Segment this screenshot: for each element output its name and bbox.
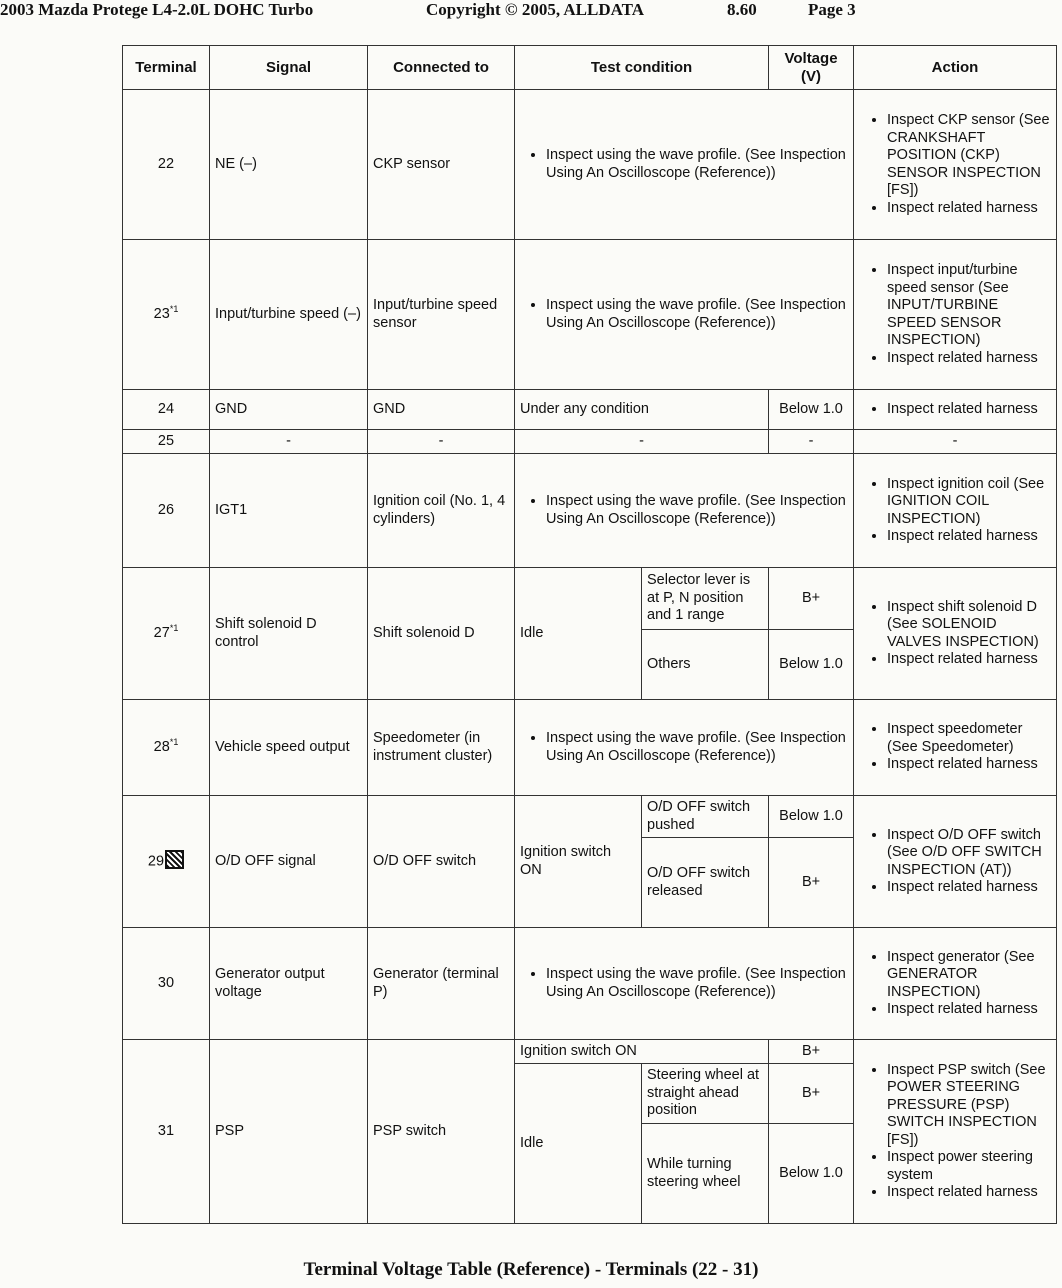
table-row xyxy=(123,454,1057,568)
connected-cell: Generator (terminal P) xyxy=(368,928,515,1040)
table-row xyxy=(123,928,1057,1040)
wave-note: • Inspect using the wave profile. (See Inspection Using An Oscilloscope (Reference)) xyxy=(546,147,848,182)
voltage-cell: - xyxy=(769,430,854,454)
action-item: • Inspect PSP switch (See POWER STEERING PRESSURE (PSP) SWITCH INSPECTION [FS]) xyxy=(887,1062,1051,1150)
terminal-number: 28 xyxy=(153,738,170,755)
action-item: • Inspect related harness xyxy=(887,879,1051,897)
action-item: • Inspect O/D OFF switch (See O/D OFF SWITCH INSPECTION (AT)) xyxy=(887,827,1051,880)
test-condition-cell: Ignition switch ON xyxy=(515,1040,769,1064)
action-item: • Inspect related harness xyxy=(887,528,1051,546)
version: 8.60 xyxy=(727,0,757,19)
action-cell: - xyxy=(854,430,1057,454)
signal-cell: Shift solenoid D control xyxy=(210,568,368,700)
copyright: Copyright © 2005, ALLDATA xyxy=(426,0,644,19)
terminal-cell xyxy=(123,796,210,928)
action-item: • Inspect generator (See GENERATOR INSPECTION) xyxy=(887,949,1051,1002)
connected-cell: O/D OFF switch xyxy=(368,796,515,928)
signal-cell: Generator output voltage xyxy=(210,928,368,1040)
terminal-note: *1 xyxy=(169,736,179,747)
table-row xyxy=(123,430,1057,454)
voltage-cell: Below 1.0 xyxy=(769,630,854,700)
connected-cell: Input/turbine speed sensor xyxy=(368,240,515,390)
signal-cell: GND xyxy=(210,390,368,430)
table-row xyxy=(123,700,1057,796)
test-condition-cell: Under any condition xyxy=(515,390,769,430)
action-cell xyxy=(854,240,1057,390)
terminal-cell xyxy=(123,700,210,796)
sub-condition-cell: Others xyxy=(642,630,769,700)
terminal-cell xyxy=(123,568,210,700)
wave-note: • Inspect using the wave profile. (See Inspection Using An Oscilloscope (Reference)) xyxy=(546,493,848,528)
table-caption: Terminal Voltage Table (Reference) - Terminals (22 - 31) xyxy=(303,1259,759,1280)
test-condition-cell xyxy=(515,700,854,796)
action-item: • Inspect related harness xyxy=(887,756,1051,774)
connected-cell: Ignition coil (No. 1, 4 cylinders) xyxy=(368,454,515,568)
connected-cell: Speedometer (in instrument cluster) xyxy=(368,700,515,796)
test-condition-cell xyxy=(515,928,854,1040)
voltage-cell: Below 1.0 xyxy=(769,796,854,838)
terminal-cell: 24 xyxy=(123,390,210,430)
page-number: Page 3 xyxy=(808,0,856,19)
connected-cell: - xyxy=(368,430,515,454)
terminal-cell: 22 xyxy=(123,90,210,240)
voltage-cell: Below 1.0 xyxy=(769,390,854,430)
action-item: • Inspect related harness xyxy=(887,1184,1051,1202)
terminal-cell: 30 xyxy=(123,928,210,1040)
test-condition-cell xyxy=(515,90,854,240)
terminal-cell: 31 xyxy=(123,1040,210,1224)
terminal-number: 23 xyxy=(153,305,170,322)
action-item: • Inspect power steering system xyxy=(887,1149,1051,1184)
page-header xyxy=(0,0,1062,22)
voltage-cell: B+ xyxy=(769,568,854,630)
terminal-number: 27 xyxy=(153,624,170,641)
action-cell xyxy=(854,796,1057,928)
action-item: • Inspect related harness xyxy=(887,1001,1051,1019)
terminal-number: 29 xyxy=(147,853,165,870)
terminal-voltage-table xyxy=(122,45,1057,1224)
sub-condition-cell: Selector lever is at P, N position and 1 range xyxy=(642,568,769,630)
voltage-cell: B+ xyxy=(769,1040,854,1064)
connected-cell: Shift solenoid D xyxy=(368,568,515,700)
col-terminal: Terminal xyxy=(123,46,210,90)
action-item: • Inspect related harness xyxy=(887,401,1051,419)
voltage-cell: Below 1.0 xyxy=(769,1124,854,1224)
action-item: • Inspect ignition coil (See IGNITION COIL INSPECTION) xyxy=(887,476,1051,529)
col-voltage: Voltage (V) xyxy=(769,46,854,90)
sub-condition-cell: O/D OFF switch pushed xyxy=(642,796,769,838)
test-condition-cell xyxy=(515,240,854,390)
signal-cell: PSP xyxy=(210,1040,368,1224)
terminal-cell: 26 xyxy=(123,454,210,568)
connected-cell: CKP sensor xyxy=(368,90,515,240)
action-cell xyxy=(854,1040,1057,1224)
action-cell xyxy=(854,700,1057,796)
scan-artifact-icon xyxy=(165,850,184,869)
wave-note: • Inspect using the wave profile. (See Inspection Using An Oscilloscope (Reference)) xyxy=(546,730,848,765)
action-item: • Inspect input/turbine speed sensor (See INPUT/TURBINE SPEED SENSOR INSPECTION) xyxy=(887,262,1051,350)
header-row xyxy=(123,46,1057,90)
sub-condition-cell: While turning steering wheel xyxy=(642,1124,769,1224)
action-cell xyxy=(854,454,1057,568)
signal-cell: Input/turbine speed (–) xyxy=(210,240,368,390)
connected-cell: GND xyxy=(368,390,515,430)
col-connected: Connected to xyxy=(368,46,515,90)
vehicle-title: 2003 Mazda Protege L4-2.0L DOHC Turbo xyxy=(0,0,314,19)
test-condition-cell xyxy=(515,454,854,568)
signal-cell: IGT1 xyxy=(210,454,368,568)
test-condition-cell: Ignition switch ON xyxy=(515,796,642,928)
action-item: • Inspect related harness xyxy=(887,350,1051,368)
action-item: • Inspect shift solenoid D (See SOLENOID VALVES INSPECTION) xyxy=(887,599,1051,652)
action-item: • Inspect related harness xyxy=(887,651,1051,669)
table-row xyxy=(123,1040,1057,1064)
test-condition-cell: - xyxy=(515,430,769,454)
signal-cell: - xyxy=(210,430,368,454)
col-action: Action xyxy=(854,46,1057,90)
table-row xyxy=(123,240,1057,390)
wave-note: • Inspect using the wave profile. (See Inspection Using An Oscilloscope (Reference)) xyxy=(546,966,848,1001)
col-signal: Signal xyxy=(210,46,368,90)
signal-cell: Vehicle speed output xyxy=(210,700,368,796)
action-item: • Inspect CKP sensor (See CRANKSHAFT POSITION (CKP) SENSOR INSPECTION [FS]) xyxy=(887,112,1051,200)
connected-cell: PSP switch xyxy=(368,1040,515,1224)
action-cell xyxy=(854,90,1057,240)
signal-cell: NE (–) xyxy=(210,90,368,240)
terminal-cell: 25 xyxy=(123,430,210,454)
voltage-cell: B+ xyxy=(769,838,854,928)
action-item: • Inspect related harness xyxy=(887,200,1051,218)
action-cell xyxy=(854,568,1057,700)
action-item: • Inspect speedometer (See Speedometer) xyxy=(887,721,1051,756)
voltage-cell: B+ xyxy=(769,1064,854,1124)
terminal-note: *1 xyxy=(169,622,179,633)
sub-condition-cell: O/D OFF switch released xyxy=(642,838,769,928)
table-row xyxy=(123,90,1057,240)
col-test-condition: Test condition xyxy=(515,46,769,90)
sub-condition-cell: Steering wheel at straight ahead position xyxy=(642,1064,769,1124)
test-condition-cell: Idle xyxy=(515,1064,642,1224)
table-row xyxy=(123,568,1057,630)
table-row xyxy=(123,796,1057,838)
action-cell xyxy=(854,928,1057,1040)
test-condition-cell: Idle xyxy=(515,568,642,700)
wave-note: • Inspect using the wave profile. (See Inspection Using An Oscilloscope (Reference)) xyxy=(546,297,848,332)
table-row xyxy=(123,390,1057,430)
terminal-cell xyxy=(123,240,210,390)
action-cell xyxy=(854,390,1057,430)
terminal-note: *1 xyxy=(169,303,179,314)
signal-cell: O/D OFF signal xyxy=(210,796,368,928)
